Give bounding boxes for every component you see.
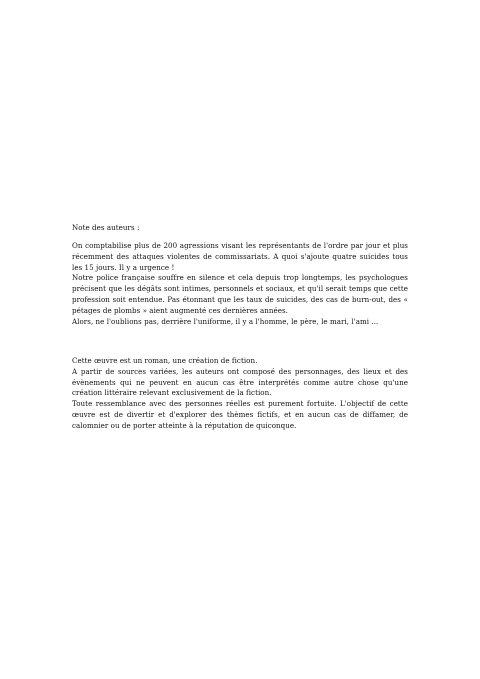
note-paragraph-remember: Alors, ne l'oublions pas, derrière l'uniforme, il y a l'homme, le père, le mari, l'ami ... — [72, 316, 379, 326]
note-title: Note des auteurs : — [72, 223, 140, 232]
fiction-disclaimer-section — [72, 356, 408, 432]
note-paragraph-police-suffering: Notre police française souffre en silence et cela depuis trop longtemps, les psychologues précisent que les dégâts sont intimes, personnels et sociaux, et qu'il serait temps que cette profession soit entendue. Pas étonnant que les taux de suicides, des cas de burn-out, des « pétages de plombs » aient augmenté ces dernières années. — [72, 273, 408, 315]
note-paragraph-statistics: On comptabilise plus de 200 agressions visant les représentants de l'ordre par jour et plus récemment des attaques violentes de commissariats. A quoi s'ajoute quatre suicides tous les 15 jours. Il y a urgence ! — [72, 241, 408, 272]
disclaimer-paragraph-novel: Cette œuvre est un roman, une création de fiction. — [72, 356, 258, 365]
disclaimer-paragraph-sources: A partir de sources variées, les auteurs ont composé des personnages, des lieux et des évènements qui ne peuvent en aucun cas être interprétés comme autre chose qu'une création littéraire relevant exclusivement de la fiction. — [72, 366, 408, 398]
authors-note-section — [72, 241, 408, 327]
disclaimer-paragraph-resemblance: Toute ressemblance avec des personnes réelles est purement fortuite. L'objectif de cette œuvre est de divertir et d'explorer des thèmes fictifs, et en aucun cas de diffamer, de calomnier ou de porter atteinte à la réputation de quiconque. — [72, 399, 408, 430]
note-title-block — [72, 223, 408, 234]
